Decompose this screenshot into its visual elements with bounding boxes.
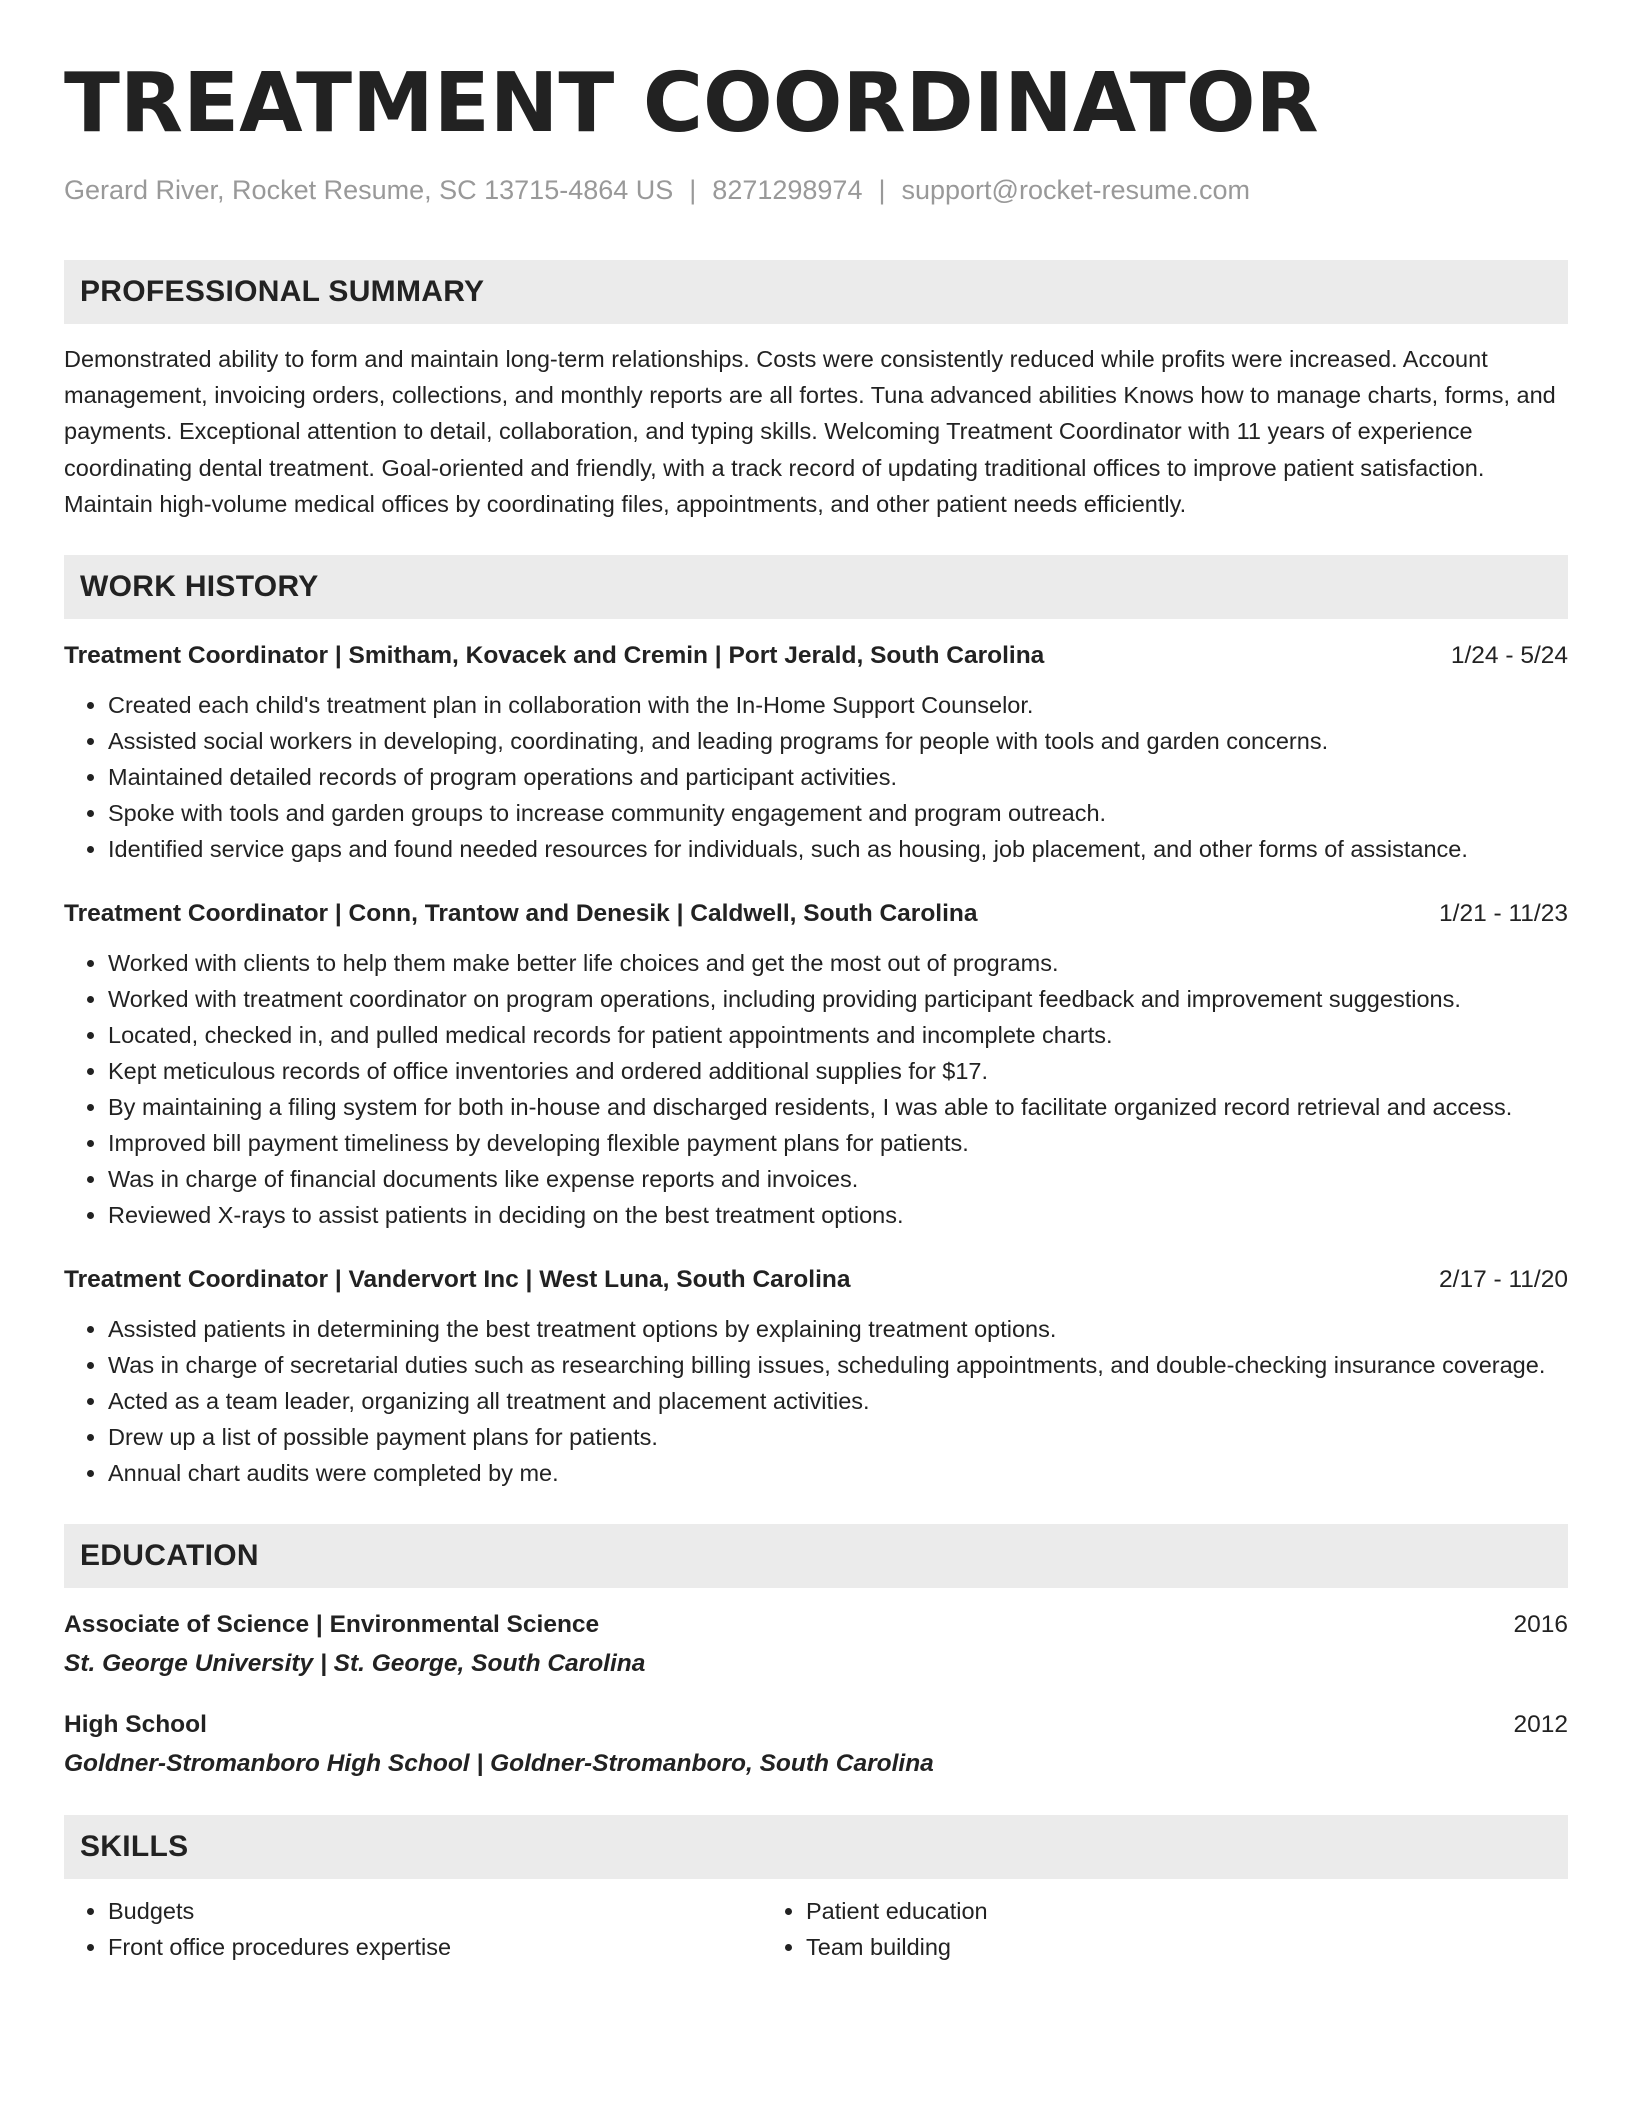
education-header xyxy=(64,1608,1568,1642)
education-entry xyxy=(64,1608,1568,1682)
job-bullet: • Kept meticulous records of office inventories and ordered additional supplies for $17. xyxy=(108,1053,1568,1089)
job-bullet: • Identified service gaps and found needed resources for individuals, such as housing, job placement, and other forms of assistance. xyxy=(108,831,1568,867)
contact-separator: | xyxy=(878,175,886,205)
skill-item: • Front office procedures expertise xyxy=(108,1929,762,1965)
education-heading: EDUCATION xyxy=(64,1524,1568,1588)
summary-heading: PROFESSIONAL SUMMARY xyxy=(64,260,1568,324)
job-bullet: • Was in charge of financial documents like expense reports and invoices. xyxy=(108,1161,1568,1197)
job-bullet: • By maintaining a filing system for both in-house and discharged residents, I was able to facilitate organized record retrieval and access. xyxy=(108,1089,1568,1125)
contact-email: support@rocket-resume.com xyxy=(901,175,1251,205)
job-header xyxy=(64,897,1568,931)
job-title: Treatment Coordinator | Vandervort Inc | West Luna, South Carolina xyxy=(64,1266,851,1294)
job-title: Treatment Coordinator | Smitham, Kovacek and Cremin | Port Jerald, South Carolina xyxy=(64,642,1045,670)
job-bullet: • Reviewed X-rays to assist patients in deciding on the best treatment options. xyxy=(108,1197,1568,1233)
job-entry xyxy=(64,1263,1568,1491)
job-bullet: • Drew up a list of possible payment plans for patients. xyxy=(108,1419,1568,1455)
skills-column-right xyxy=(762,1893,1460,1965)
job-bullet: • Located, checked in, and pulled medical records for patient appointments and incomplete charts. xyxy=(108,1017,1568,1053)
job-header xyxy=(64,1263,1568,1297)
job-header xyxy=(64,639,1568,673)
job-bullet: • Improved bill payment timeliness by developing flexible payment plans for patients. xyxy=(108,1125,1568,1161)
contact-phone: 8271298974 xyxy=(712,175,863,205)
education-year: 2012 xyxy=(1513,1711,1568,1739)
skills-list xyxy=(64,1893,1568,1965)
job-entry xyxy=(64,897,1568,1233)
education-degree: High School xyxy=(64,1711,207,1739)
job-bullet: • Maintained detailed records of program operations and participant activities. xyxy=(108,759,1568,795)
job-bullet: • Spoke with tools and garden groups to increase community engagement and program outreach. xyxy=(108,795,1568,831)
job-bullet: • Worked with clients to help them make better life choices and get the most out of programs. xyxy=(108,945,1568,981)
contact-address: Gerard River, Rocket Resume, SC 13715-4864 US xyxy=(64,175,674,205)
skills-column-left xyxy=(64,1893,762,1965)
education-school: Goldner-Stromanboro High School | Goldner-Stromanboro, South Carolina xyxy=(64,1750,934,1778)
job-dates: 1/21 - 11/23 xyxy=(1439,900,1568,928)
skills-heading: SKILLS xyxy=(64,1815,1568,1879)
job-bullet: • Assisted patients in determining the best treatment options by explaining treatment options. xyxy=(108,1311,1568,1347)
job-bullets xyxy=(64,945,1568,1233)
job-bullet: • Was in charge of secretarial duties such as researching billing issues, scheduling appointments, and double-checking insurance coverage. xyxy=(108,1347,1568,1383)
education-header xyxy=(64,1708,1568,1742)
education-school: St. George University | St. George, South Carolina xyxy=(64,1650,646,1678)
education-year: 2016 xyxy=(1513,1611,1568,1639)
job-bullets xyxy=(64,1311,1568,1491)
job-bullet: • Acted as a team leader, organizing all treatment and placement activities. xyxy=(108,1383,1568,1419)
job-title: Treatment Coordinator | Conn, Trantow and Denesik | Caldwell, South Carolina xyxy=(64,900,978,928)
job-bullets xyxy=(64,687,1568,867)
summary-text: Demonstrated ability to form and maintain long-term relationships. Costs were consistently reduced while profits were increased. Account management, invoicing orders, collections, and monthly reports are all fortes. Tuna advanced abilities Knows how to manage charts, forms, and payments. Exceptional attention to detail, collaboration, and typing skills. Welcoming Treatment Coordinator with 11 years of experience coordinating dental treatment. Goal-oriented and friendly, with a track record of updating traditional offices to improve patient satisfaction. Maintain high-volume medical offices by coordinating files, appointments, and other patient needs efficiently. xyxy=(64,346,1556,517)
contact-line xyxy=(64,172,1568,208)
job-bullet: • Annual chart audits were completed by me. xyxy=(108,1455,1568,1491)
skill-item: • Patient education xyxy=(806,1893,1460,1929)
job-dates: 2/17 - 11/20 xyxy=(1439,1266,1568,1294)
job-entry xyxy=(64,639,1568,867)
job-dates: 1/24 - 5/24 xyxy=(1450,642,1568,670)
job-bullet: • Worked with treatment coordinator on program operations, including providing participant feedback and improvement suggestions. xyxy=(108,981,1568,1017)
education-entry xyxy=(64,1708,1568,1782)
skill-item: • Team building xyxy=(806,1929,1460,1965)
candidate-name: TREATMENT COORDINATOR xyxy=(64,56,1319,151)
education-degree: Associate of Science | Environmental Science xyxy=(64,1611,600,1639)
skill-item: • Budgets xyxy=(108,1893,762,1929)
job-bullet: • Created each child's treatment plan in collaboration with the In-Home Support Counselor. xyxy=(108,687,1568,723)
contact-separator: | xyxy=(689,175,697,205)
job-bullet: • Assisted social workers in developing, coordinating, and leading programs for people with tools and garden concerns. xyxy=(108,723,1568,759)
work-history-heading: WORK HISTORY xyxy=(64,555,1568,619)
